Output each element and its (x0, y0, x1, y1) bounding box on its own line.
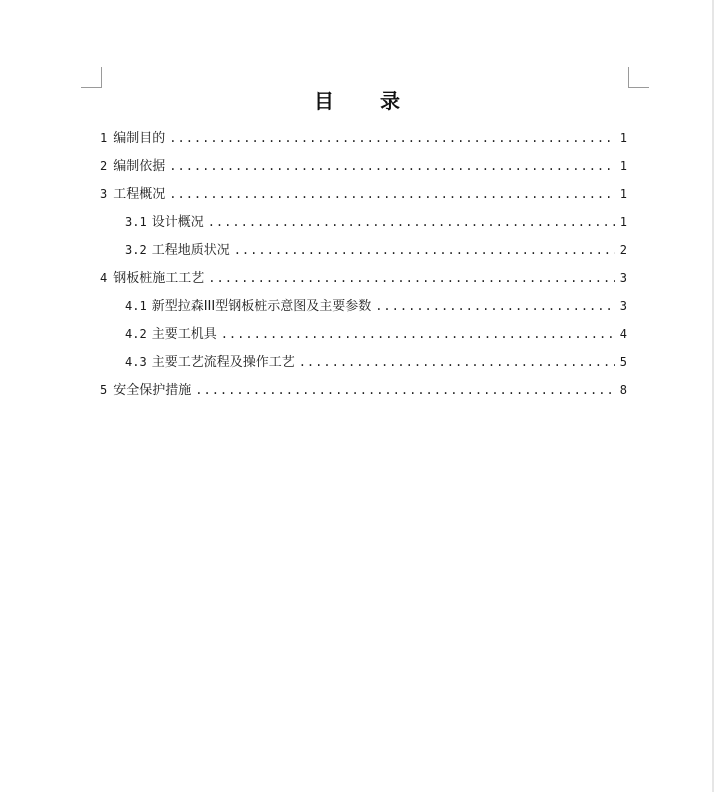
toc-entry[interactable] (100, 152, 627, 180)
toc-subentry[interactable] (100, 236, 627, 264)
table-of-contents (100, 124, 627, 404)
toc-entry-number: 4.2 (125, 327, 147, 341)
toc-entry-page: 5 (619, 355, 627, 369)
toc-entry-label: 主要工机具 (151, 327, 217, 342)
toc-dot-leader (208, 208, 615, 236)
toc-entry-number: 4.3 (125, 355, 147, 369)
toc-entry-page: 1 (619, 215, 627, 229)
toc-entry-number: 1 (100, 131, 108, 145)
toc-entry-number: 4 (100, 271, 108, 285)
toc-entry-label: 工程概况 (113, 187, 166, 202)
toc-entry-label: 设计概况 (151, 215, 204, 230)
toc-subentry[interactable] (100, 348, 627, 376)
toc-entry-label: 编制目的 (113, 131, 166, 146)
toc-entry-page: 4 (619, 327, 627, 341)
toc-entry-page: 3 (619, 271, 627, 285)
toc-entry-number: 5 (100, 383, 108, 397)
toc-subentry[interactable] (100, 320, 627, 348)
toc-dot-leader (195, 376, 615, 404)
toc-entry-label: 工程地质状况 (151, 243, 230, 258)
toc-entry[interactable] (100, 264, 627, 292)
toc-entry-page: 1 (619, 131, 627, 145)
toc-entry-page: 3 (619, 299, 627, 313)
toc-entry[interactable] (100, 376, 627, 404)
toc-entry-label: 新型拉森III型钢板桩示意图及主要参数 (151, 299, 372, 314)
toc-entry-label: 钢板桩施工工艺 (113, 271, 205, 286)
toc-entry-number: 4.1 (125, 299, 147, 313)
toc-dot-leader (169, 152, 615, 180)
toc-entry-number: 3 (100, 187, 108, 201)
toc-entry-label: 安全保护措施 (113, 383, 192, 398)
toc-dot-leader (375, 292, 615, 320)
toc-entry[interactable] (100, 124, 627, 152)
toc-entry-page: 2 (619, 243, 627, 257)
toc-subentry[interactable] (100, 292, 627, 320)
toc-entry-number: 2 (100, 159, 108, 173)
toc-entry-label: 主要工艺流程及操作工艺 (151, 355, 295, 370)
toc-entry-page: 1 (619, 187, 627, 201)
toc-title: 目录 (314, 89, 446, 113)
toc-entry-page: 8 (619, 383, 627, 397)
toc-dot-leader (221, 320, 615, 348)
top-left-margin-marker (81, 67, 102, 88)
toc-dot-leader (169, 180, 615, 208)
toc-dot-leader (234, 236, 615, 264)
toc-entry-label: 编制依据 (113, 159, 166, 174)
toc-entry-number: 3.2 (125, 243, 147, 257)
top-right-margin-marker (628, 67, 649, 88)
toc-dot-leader (299, 348, 615, 376)
toc-entry-page: 1 (619, 159, 627, 173)
toc-dot-leader (208, 264, 615, 292)
toc-subentry[interactable] (100, 208, 627, 236)
toc-entry[interactable] (100, 180, 627, 208)
toc-entry-number: 3.1 (125, 215, 147, 229)
toc-dot-leader (169, 124, 615, 152)
